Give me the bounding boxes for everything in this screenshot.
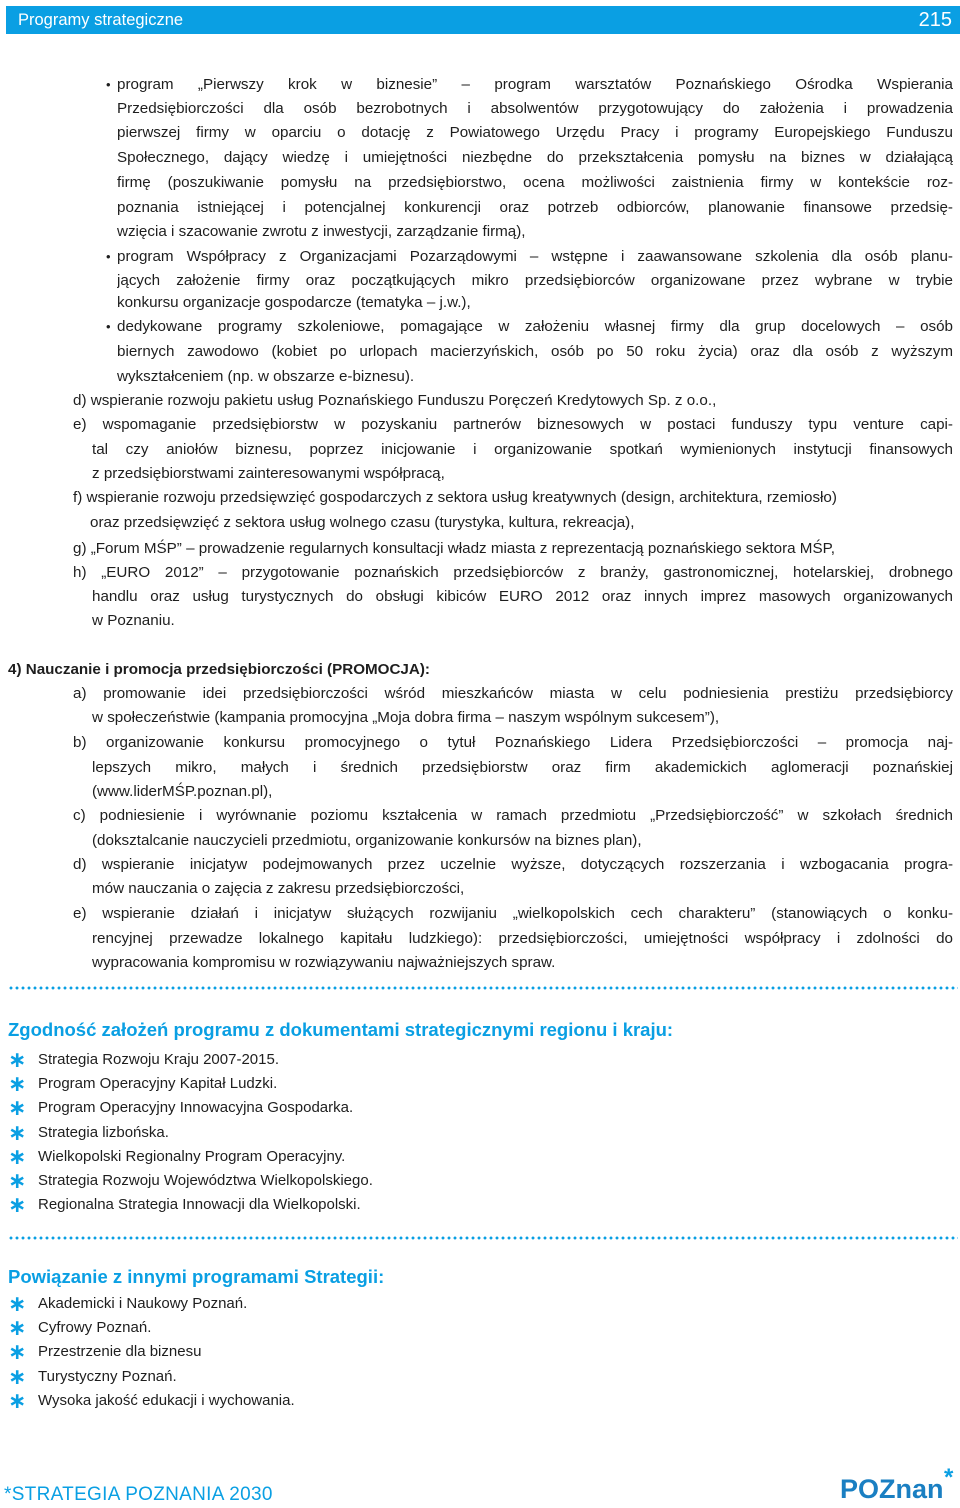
- compliance-item: [8, 1192, 361, 1217]
- list-item-e2: e) wspieranie działań i inicjatyw służących rozwijaniu „wielkopolskich cech charakteru” (stanowiących o konku-: [73, 905, 953, 922]
- compliance-item: [8, 1120, 169, 1145]
- list-item-d2: d) wspieranie inicjatyw podejmowanych przez uczelnie wyższe, dotyczących rozszerzania i wzbogacania progra-: [73, 856, 953, 873]
- text-line: biernych zawodowo (kobiet po urlopach macierzyńskich, osób po 50 roku życia) oraz dla osób z wyższym: [117, 343, 953, 360]
- asterisk-icon: ∗: [8, 1144, 27, 1169]
- related-item-label: Cyfrowy Poznań.: [38, 1319, 152, 1336]
- compliance-item-label: Strategia Rozwoju Województwa Wielkopolskiego.: [38, 1172, 373, 1189]
- text-line: program „Pierwszy krok w biznesie” – program warsztatów Poznańskiego Ośrodka Wspierania: [117, 76, 953, 93]
- poznan-logo: [840, 1464, 954, 1505]
- related-item: [8, 1388, 295, 1413]
- text-line: Przedsiębiorczości dla osób bezrobotnych i absolwentów przygotowujący do założenia i prowadzenia: [117, 100, 953, 117]
- header-bar: [6, 6, 960, 34]
- compliance-item-label: Strategia Rozwoju Kraju 2007-2015.: [38, 1051, 279, 1068]
- text-line: mów nauczania o zajęcia z zakresu przedsiębiorczości,: [92, 880, 465, 897]
- compliance-item: [8, 1168, 373, 1193]
- list-item-b: b) organizowanie konkursu promocyjnego o tytuł Poznańskiego Lidera Przedsiębiorczości – promocja naj-: [73, 734, 953, 751]
- text-line: tal czy aniołów biznesu, poprzez inicjowanie i organizowanie spotkań wymienionych instytucji finansowych: [92, 441, 953, 458]
- text-line: w społeczeństwie (kampania promocyjna „Moja dobra firma – naszym wspólnym sukcesem”),: [92, 709, 720, 726]
- related-item-label: Przestrzenie dla biznesu: [38, 1343, 202, 1360]
- bullet-dot: •: [106, 319, 111, 334]
- compliance-item: [8, 1095, 354, 1120]
- asterisk-icon: ∗: [8, 1095, 27, 1120]
- text-line: rencyjnej przewadze lokalnego kapitału ludzkiego): przedsiębiorczości, umiejętności współpracy i zdolności do: [92, 930, 953, 947]
- list-item-c: c) podniesienie i wyrównanie poziomu kształcenia w ramach przedmiotu „Przedsiębiorczość” w szkołach średnich: [73, 807, 953, 824]
- compliance-section-title: Zgodność założeń programu z dokumentami strategicznymi regionu i kraju:: [8, 1019, 674, 1040]
- text-line: lepszych mikro, małych i średnich przedsiębiorstw oraz firm akademickich aglomeracji poznańskiej: [92, 759, 953, 776]
- asterisk-icon: ∗: [8, 1388, 27, 1413]
- related-item: [8, 1339, 202, 1364]
- text-line: (doksztalcanie nauczycieli przedmiotu, organizowanie konkursów na biznes plan),: [92, 832, 642, 849]
- asterisk-icon: ∗: [8, 1120, 27, 1145]
- bullet-dot: •: [106, 77, 111, 92]
- list-item-f: f) wspieranie rozwoju przedsięwzięć gospodarczych z sektora usług kreatywnych (design, architektura, rzemiosło): [73, 489, 837, 506]
- asterisk-icon: ∗: [8, 1291, 27, 1316]
- related-item-label: Akademicki i Naukowy Poznań.: [38, 1295, 248, 1312]
- logo-star-icon: *: [944, 1464, 954, 1491]
- text-line: dedykowane programy szkoleniowe, pomagające w założeniu własnej firmy dla grup docelowych – osób: [117, 318, 953, 335]
- text-line: jących założenie firmy oraz początkujących mikro przedsiębiorców organizowane przez wybrane w trybie: [117, 272, 953, 289]
- asterisk-icon: ∗: [8, 1047, 27, 1072]
- dotted-separator: [8, 1236, 958, 1240]
- compliance-item-label: Program Operacyjny Innowacyjna Gospodarka.: [38, 1099, 354, 1116]
- list-item-g: g) „Forum MŚP” – prowadzenie regularnych konsultacji władz miasta z reprezentacją poznańskiego sektora MŚP,: [73, 540, 835, 557]
- asterisk-icon: ∗: [8, 1339, 27, 1364]
- asterisk-icon: ∗: [8, 1315, 27, 1340]
- related-item: [8, 1291, 248, 1316]
- list-item-d: d) wspieranie rozwoju pakietu usług Poznańskiego Funduszu Poręczeń Kredytowych Sp. z o.o.,: [73, 392, 717, 409]
- compliance-item: [8, 1047, 279, 1072]
- poznan-logo-text: POZnan: [840, 1474, 944, 1504]
- asterisk-icon: ∗: [8, 1071, 27, 1096]
- compliance-item: [8, 1071, 278, 1096]
- text-line: poznania istniejącej i potencjalnej konkurencji oraz potrzeb odbiorców, planowanie finansowe przedsię-: [117, 199, 953, 216]
- text-line: firmę (poszukiwanie pomysłu na przedsiębiorstwo, ocena możliwości zaistnienia firmy w kontekście roz-: [117, 174, 953, 191]
- text-line: (www.liderMŚP.poznan.pl),: [92, 783, 273, 800]
- related-item-label: Wysoka jakość edukacji i wychowania.: [38, 1392, 295, 1409]
- text-line: oraz przedsięwzięć z sektora usług wolnego czasu (turystyka, kultura, rekreacja),: [90, 514, 635, 531]
- bullet-dot: •: [106, 249, 111, 264]
- text-line: konkursu organizacje gospodarcze (tematyka – j.w.),: [117, 294, 471, 311]
- header-title: Programy strategiczne: [18, 11, 184, 29]
- compliance-item-label: Program Operacyjny Kapitał Ludzki.: [38, 1075, 278, 1092]
- list-item-e: e) wspomaganie przedsiębiorstw w pozyskaniu partnerów biznesowych w postaci funduszy typu venture capi-: [73, 416, 953, 433]
- dotted-separator: [8, 986, 958, 990]
- footer-strategy-label: *STRATEGIA POZNANIA 2030: [4, 1484, 273, 1505]
- related-item-label: Turystyczny Poznań.: [38, 1368, 177, 1385]
- text-line: wypracowania kompromisu w rozwiązywaniu najważniejszych spraw.: [92, 954, 556, 971]
- page-number: 215: [918, 9, 952, 31]
- asterisk-icon: ∗: [8, 1192, 27, 1217]
- text-line: wzięcia i szacowanie zwrotu z inwestycji, zarządzanie firmą),: [117, 223, 526, 240]
- text-line: program Współpracy z Organizacjami Pozarządowymi – wstępne i zaawansowane szkolenia dla osób planu-: [117, 248, 953, 265]
- compliance-item: [8, 1144, 346, 1169]
- list-item-a: a) promowanie idei przedsiębiorczości wśród mieszkańców miasta w celu podniesienia prestiżu przedsiębiorcy: [73, 685, 953, 702]
- related-item: [8, 1315, 152, 1340]
- asterisk-icon: ∗: [8, 1364, 27, 1389]
- text-line: wykształceniem (np. w obszarze e-biznesu).: [117, 368, 415, 385]
- related-section-title: Powiązanie z innymi programami Strategii:: [8, 1266, 385, 1287]
- compliance-item-label: Wielkopolski Regionalny Program Operacyjny.: [38, 1148, 346, 1165]
- text-line: Społecznego, dający wiedzę i umiejętności niezbędne do przekształcenia pomysłu na biznes w działającą: [117, 149, 953, 166]
- list-item-h: h) „EURO 2012” – przygotowanie poznańskich przedsiębiorców z branży, gastronomicznej, hotelarskiej, drobnego: [73, 564, 953, 581]
- compliance-item-label: Strategia lizbońska.: [38, 1124, 169, 1141]
- compliance-item-label: Regionalna Strategia Innowacji dla Wielkopolski.: [38, 1196, 361, 1213]
- text-line: z przedsiębiorstwami zainteresowanymi współpracą,: [92, 465, 445, 482]
- text-line: pierwszej firmy w oparciu o dotację z Powiatowego Urzędu Pracy i programy Europejskiego Funduszu: [117, 124, 953, 141]
- related-item: [8, 1364, 177, 1389]
- asterisk-icon: ∗: [8, 1168, 27, 1193]
- section-heading: 4) Nauczanie i promocja przedsiębiorczości (PROMOCJA):: [8, 661, 430, 678]
- text-line: w Poznaniu.: [92, 612, 175, 629]
- text-line: handlu oraz usług turystycznych do obsługi kibiców EURO 2012 oraz innych imprez masowych organizowanych: [92, 588, 953, 605]
